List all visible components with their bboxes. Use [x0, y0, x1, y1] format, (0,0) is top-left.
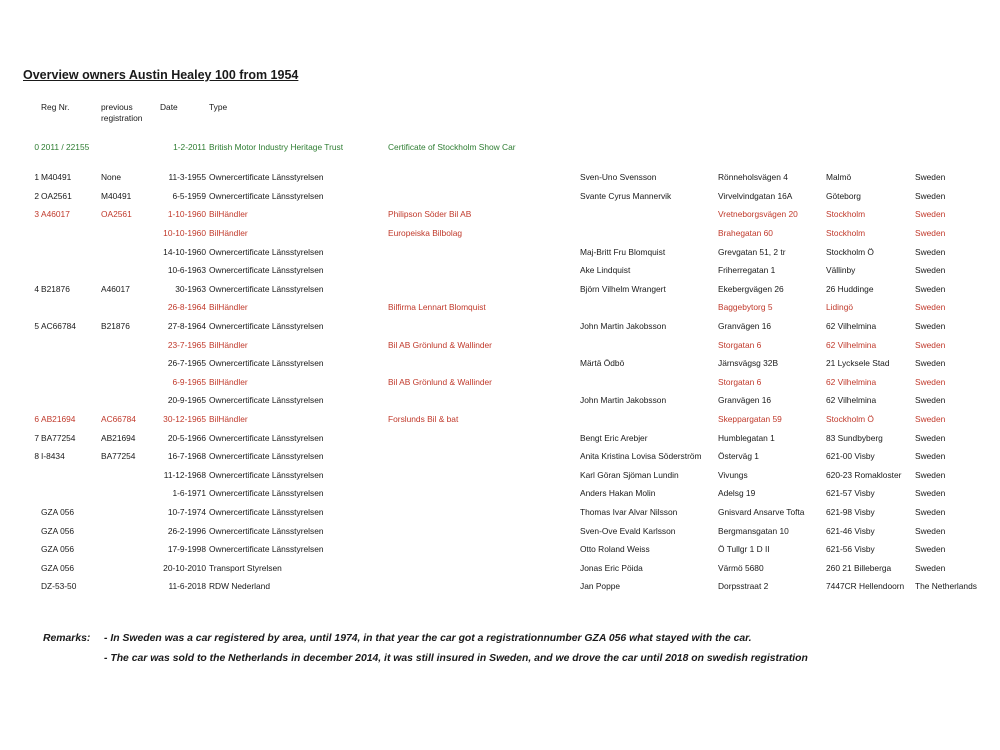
cell-date: 20-5-1966: [167, 433, 206, 443]
cell-type: Ownercertificate Länsstyrelsen: [209, 284, 324, 294]
cell-city: Stockholm: [826, 209, 866, 219]
cell-country: Sweden: [915, 265, 946, 275]
cell-company: Bil AB Grönlund & Wallinder: [388, 340, 492, 350]
cell-row-index: 8: [34, 451, 39, 461]
cell-city: 620-23 Romakloster: [826, 470, 902, 480]
cell-type: Ownercertificate Länsstyrelsen: [209, 526, 324, 536]
cell-owner-name: Sven-Uno Svensson: [580, 172, 657, 182]
cell-city: Göteborg: [826, 191, 861, 201]
cell-owner-name: John Martin Jakobsson: [580, 321, 667, 331]
cell-street: Adelsg 19: [718, 488, 756, 498]
cell-street: Grevgatan 51, 2 tr: [718, 247, 786, 257]
cell-date: 11-12-1968: [163, 470, 206, 480]
cell-date: 26-8-1964: [167, 302, 206, 312]
cell-type: BilHändler: [209, 302, 248, 312]
page-title: Overview owners Austin Healey 100 from 1954: [23, 68, 299, 82]
cell-street: Brahegatan 60: [718, 228, 773, 238]
cell-company: Philipson Söder Bil AB: [388, 209, 472, 219]
cell-date: 20-10-2010: [163, 563, 206, 573]
cell-date: 10-10-1960: [163, 228, 206, 238]
cell-owner-name: Maj-Britt Fru Blomquist: [580, 247, 666, 257]
cell-owner-name: Thomas Ivar Alvar Nilsson: [580, 507, 678, 517]
cell-street: Vivungs: [718, 470, 748, 480]
cell-street: Värmö 5680: [718, 563, 764, 573]
cell-company: Certificate of Stockholm Show Car: [388, 142, 516, 152]
cell-reg-nr: B21876: [41, 284, 70, 294]
table-row: [0, 321, 1000, 333]
cell-owner-name: Anders Hakan Molin: [580, 488, 656, 498]
cell-city: 21 Lycksele Stad: [826, 358, 890, 368]
cell-street: Ö Tullgr 1 D II: [718, 544, 770, 554]
table-row: [0, 284, 1000, 296]
cell-row-index: 1: [34, 172, 39, 182]
cell-country: Sweden: [915, 228, 946, 238]
cell-date: 30-1963: [175, 284, 206, 294]
table-row: [0, 451, 1000, 463]
cell-row-index: 3: [34, 209, 39, 219]
cell-country: Sweden: [915, 526, 946, 536]
table-row: [0, 433, 1000, 445]
cell-owner-name: Ake Lindquist: [580, 265, 631, 275]
cell-street: Granvägen 16: [718, 395, 772, 405]
cell-owner-name: Jonas Eric Pöida: [580, 563, 643, 573]
cell-street: Baggebytorg 5: [718, 302, 773, 312]
table-row: [0, 302, 1000, 314]
table-row: [0, 358, 1000, 370]
cell-date: 23-7-1965: [167, 340, 206, 350]
cell-reg-nr: AB21694: [41, 414, 76, 424]
cell-reg-nr: GZA 056: [41, 563, 75, 573]
cell-previous-registration: AB21694: [101, 433, 136, 443]
header-previous-registration: [101, 102, 142, 124]
cell-country: Sweden: [915, 544, 946, 554]
cell-row-index: 5: [34, 321, 39, 331]
cell-date: 26-7-1965: [167, 358, 206, 368]
cell-owner-name: Svante Cyrus Mannervik: [580, 191, 672, 201]
cell-country: Sweden: [915, 340, 946, 350]
cell-owner-name: Karl Göran Sjöman Lundin: [580, 470, 679, 480]
cell-type: BilHändler: [209, 228, 248, 238]
cell-type: Ownercertificate Länsstyrelsen: [209, 191, 324, 201]
cell-country: Sweden: [915, 377, 946, 387]
table-row: [0, 526, 1000, 538]
header-type: Type: [209, 102, 228, 112]
cell-street: Vretneborgsvägen 20: [718, 209, 798, 219]
cell-type: Ownercertificate Länsstyrelsen: [209, 470, 324, 480]
table-row: [0, 377, 1000, 389]
cell-type: Ownercertificate Länsstyrelsen: [209, 451, 324, 461]
cell-city: 62 Vilhelmina: [826, 321, 877, 331]
table-row: [0, 488, 1000, 500]
cell-date: 16-7-1968: [167, 451, 206, 461]
cell-street: Järnsvägsg 32B: [718, 358, 779, 368]
cell-reg-nr: GZA 056: [41, 526, 75, 536]
cell-country: Sweden: [915, 451, 946, 461]
cell-type: Ownercertificate Länsstyrelsen: [209, 488, 324, 498]
cell-row-index: 2: [34, 191, 39, 201]
table-row: [0, 395, 1000, 407]
cell-city: Stockholm: [826, 228, 866, 238]
cell-city: 621-56 Visby: [826, 544, 875, 554]
cell-date: 14-10-1960: [163, 247, 206, 257]
cell-type: BilHändler: [209, 414, 248, 424]
cell-type: Ownercertificate Länsstyrelsen: [209, 358, 324, 368]
cell-company: Europeiska Bilbolag: [388, 228, 463, 238]
cell-street: Storgatan 6: [718, 340, 762, 350]
cell-previous-registration: M40491: [101, 191, 132, 201]
table-row: [0, 544, 1000, 556]
remarks-label: Remarks:: [43, 633, 91, 644]
cell-row-index: 7: [34, 433, 39, 443]
header-date: Date: [160, 102, 178, 112]
cell-country: Sweden: [915, 247, 946, 257]
cell-owner-name: John Martin Jakobsson: [580, 395, 667, 405]
cell-owner-name: Sven-Ove Evald Karlsson: [580, 526, 676, 536]
cell-country: Sweden: [915, 414, 946, 424]
cell-type: Ownercertificate Länsstyrelsen: [209, 172, 324, 182]
cell-country: Sweden: [915, 507, 946, 517]
cell-company: Bil AB Grönlund & Wallinder: [388, 377, 492, 387]
cell-city: 62 Vilhelmina: [826, 395, 877, 405]
cell-city: Malmö: [826, 172, 852, 182]
cell-country: Sweden: [915, 470, 946, 480]
cell-type: Ownercertificate Länsstyrelsen: [209, 433, 324, 443]
cell-city: 621-46 Visby: [826, 526, 875, 536]
cell-type: BilHändler: [209, 377, 248, 387]
cell-country: Sweden: [915, 321, 946, 331]
table-row: [0, 563, 1000, 575]
cell-previous-registration: OA2561: [101, 209, 132, 219]
table-row: [0, 265, 1000, 277]
header-reg-nr: Reg Nr.: [41, 102, 70, 112]
cell-row-index: 4: [34, 284, 39, 294]
remarks-line-1: - In Sweden was a car registered by area, until 1974, in that year the car got a registrationnumber GZA 056 what stayed with the car.: [104, 633, 752, 644]
cell-date: 6-9-1965: [172, 377, 206, 387]
cell-city: 26 Huddinge: [826, 284, 874, 294]
cell-street: Dorpsstraat 2: [718, 581, 769, 591]
cell-reg-nr: M40491: [41, 172, 72, 182]
table-row: [0, 470, 1000, 482]
cell-company: Bilfirma Lennart Blomquist: [388, 302, 486, 312]
cell-city: 621-57 Visby: [826, 488, 875, 498]
cell-street: Virvelvindgatan 16A: [718, 191, 793, 201]
table-row: [0, 581, 1000, 593]
cell-reg-nr: DZ-53-50: [41, 581, 77, 591]
cell-reg-nr: AC66784: [41, 321, 76, 331]
cell-owner-name: Anita Kristina Lovisa Söderström: [580, 451, 702, 461]
cell-reg-nr: I-8434: [41, 451, 65, 461]
cell-row-index: 6: [34, 414, 39, 424]
cell-type: Ownercertificate Länsstyrelsen: [209, 265, 324, 275]
cell-country: The Netherlands: [915, 581, 977, 591]
cell-date: 26-2-1996: [167, 526, 206, 536]
cell-previous-registration: BA77254: [101, 451, 136, 461]
cell-date: 1-10-1960: [167, 209, 206, 219]
cell-country: Sweden: [915, 284, 946, 294]
cell-date: 17-9-1998: [167, 544, 206, 554]
cell-city: 621-00 Visby: [826, 451, 875, 461]
cell-date: 1-2-2011: [173, 142, 206, 152]
cell-reg-nr: 2011 / 22155: [41, 142, 90, 152]
cell-previous-registration: None: [101, 172, 122, 182]
cell-country: Sweden: [915, 209, 946, 219]
cell-reg-nr: GZA 056: [41, 544, 75, 554]
cell-previous-registration: AC66784: [101, 414, 136, 424]
cell-street: Bergmansgatan 10: [718, 526, 789, 536]
remarks-line-2: - The car was sold to the Netherlands in december 2014, it was still insured in Sweden, and we drove the car until 2018 on swedish registration: [104, 653, 808, 664]
cell-city: 7447CR Hellendoorn: [826, 581, 905, 591]
header-previous-line2: registration: [101, 113, 143, 123]
cell-owner-name: Bengt Eric Arebjer: [580, 433, 648, 443]
cell-date: 27-8-1964: [167, 321, 206, 331]
cell-type: Ownercertificate Länsstyrelsen: [209, 247, 324, 257]
cell-type: Ownercertificate Länsstyrelsen: [209, 507, 324, 517]
cell-type: Ownercertificate Länsstyrelsen: [209, 321, 324, 331]
cell-city: Stockholm Ö: [826, 247, 874, 257]
cell-street: Ekebergvägen 26: [718, 284, 784, 294]
cell-date: 1-6-1971: [172, 488, 206, 498]
cell-type: RDW Nederland: [209, 581, 270, 591]
cell-reg-nr: BA77254: [41, 433, 76, 443]
cell-type: Ownercertificate Länsstyrelsen: [209, 544, 324, 554]
header-previous-line1: previous: [101, 102, 133, 112]
cell-reg-nr: A46017: [41, 209, 70, 219]
table-row: [0, 247, 1000, 259]
cell-city: 621-98 Visby: [826, 507, 875, 517]
cell-owner-name: Jan Poppe: [580, 581, 621, 591]
cell-country: Sweden: [915, 563, 946, 573]
cell-type: BilHändler: [209, 340, 248, 350]
cell-city: Stockholm Ö: [826, 414, 874, 424]
cell-type: British Motor Industry Heritage Trust: [209, 142, 344, 152]
cell-country: Sweden: [915, 433, 946, 443]
cell-reg-nr: GZA 056: [41, 507, 75, 517]
cell-type: BilHändler: [209, 209, 248, 219]
cell-street: Humblegatan 1: [718, 433, 775, 443]
cell-owner-name: Björn Vilhelm Wrangert: [580, 284, 666, 294]
cell-street: Skeppargatan 59: [718, 414, 782, 424]
cell-street: Gnisvard Ansarve Tofta: [718, 507, 805, 517]
table-row: [0, 172, 1000, 184]
cell-city: 260 21 Billeberga: [826, 563, 892, 573]
cell-date: 20-9-1965: [167, 395, 206, 405]
cell-date: 30-12-1965: [163, 414, 206, 424]
table-row: [0, 340, 1000, 352]
cell-reg-nr: OA2561: [41, 191, 72, 201]
cell-street: Österväg 1: [718, 451, 759, 461]
cell-street: Rönneholsvägen 4: [718, 172, 788, 182]
cell-type: Ownercertificate Länsstyrelsen: [209, 395, 324, 405]
cell-street: Friherregatan 1: [718, 265, 776, 275]
cell-previous-registration: A46017: [101, 284, 130, 294]
table-row: [0, 191, 1000, 203]
cell-street: Granvägen 16: [718, 321, 772, 331]
table-row: [0, 228, 1000, 240]
cell-city: Vällinby: [826, 265, 856, 275]
cell-city: 62 Vilhelmina: [826, 340, 877, 350]
cell-country: Sweden: [915, 191, 946, 201]
table-row: [0, 507, 1000, 519]
cell-date: 10-7-1974: [167, 507, 206, 517]
cell-previous-registration: B21876: [101, 321, 130, 331]
cell-city: 62 Vilhelmina: [826, 377, 877, 387]
table-row: [0, 142, 1000, 154]
cell-street: Storgatan 6: [718, 377, 762, 387]
cell-country: Sweden: [915, 358, 946, 368]
cell-date: 11-6-2018: [168, 581, 206, 591]
cell-country: Sweden: [915, 488, 946, 498]
cell-city: Lidingö: [826, 302, 854, 312]
cell-country: Sweden: [915, 172, 946, 182]
cell-country: Sweden: [915, 395, 946, 405]
table-row: [0, 414, 1000, 426]
cell-date: 10-6-1963: [167, 265, 206, 275]
cell-row-index: 0: [34, 142, 39, 152]
cell-country: Sweden: [915, 302, 946, 312]
cell-company: Forslunds Bil & bat: [388, 414, 459, 424]
cell-owner-name: Märtä Ödbö: [580, 358, 625, 368]
cell-date: 6-5-1959: [172, 191, 206, 201]
cell-owner-name: Otto Roland Weiss: [580, 544, 650, 554]
table-row: [0, 209, 1000, 221]
cell-type: Transport Styrelsen: [209, 563, 282, 573]
cell-city: 83 Sundbyberg: [826, 433, 883, 443]
cell-date: 11-3-1955: [168, 172, 206, 182]
